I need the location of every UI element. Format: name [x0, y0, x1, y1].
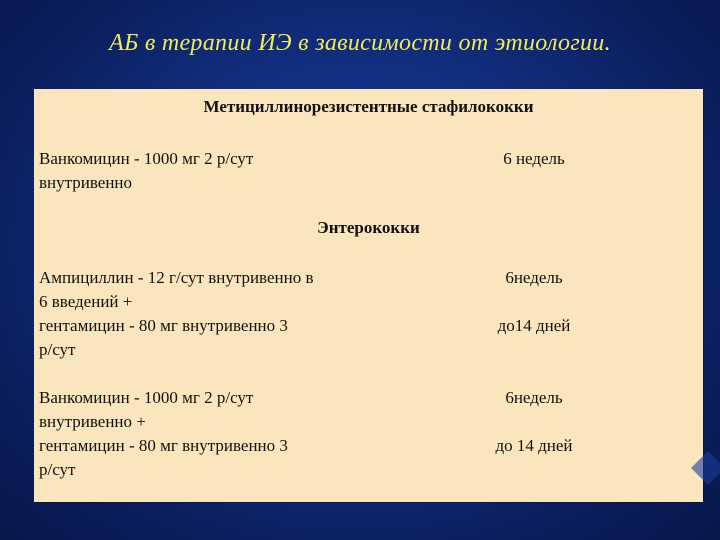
drug-line: Ванкомицин - 1000 мг 2 р/сут [39, 149, 254, 168]
regimen-vanco-genta-drug [39, 386, 379, 482]
drug-line: гентамицин - 80 мг внутривенно 3 [39, 436, 288, 455]
drug-line: 6 введений + [39, 292, 133, 311]
slide-title: АБ в терапии ИЭ в зависимости от этиологии. [109, 30, 611, 56]
regimen-vancomycin-drug [39, 147, 379, 195]
regimen-ampicillin-duration-2: до14 дней [497, 316, 571, 335]
drug-line: р/сут [39, 460, 76, 479]
drug-line: р/сут [39, 340, 76, 359]
regimen-vancomycin-duration: 6 недель [503, 149, 565, 168]
drug-line: гентамицин - 80 мг внутривенно 3 [39, 316, 288, 335]
drug-line: внутривенно + [39, 412, 146, 431]
regimen-ampicillin-duration-1: 6недель [505, 268, 563, 287]
regimen-ampicillin-drug [39, 266, 379, 362]
drug-line: Ампициллин - 12 г/сут внутривенно в [39, 268, 314, 287]
regimen-vanco-genta-duration-1: 6недель [505, 388, 563, 407]
section-heading-enterococci: Энтерококки [317, 218, 420, 237]
therapy-table [34, 89, 703, 502]
regimen-vanco-genta-duration-2: до 14 дней [495, 436, 573, 455]
section-heading-mrsa: Метициллинорезистентные стафилококки [203, 97, 534, 116]
drug-line: внутривенно [39, 173, 133, 192]
drug-line: Ванкомицин - 1000 мг 2 р/сут [39, 388, 254, 407]
